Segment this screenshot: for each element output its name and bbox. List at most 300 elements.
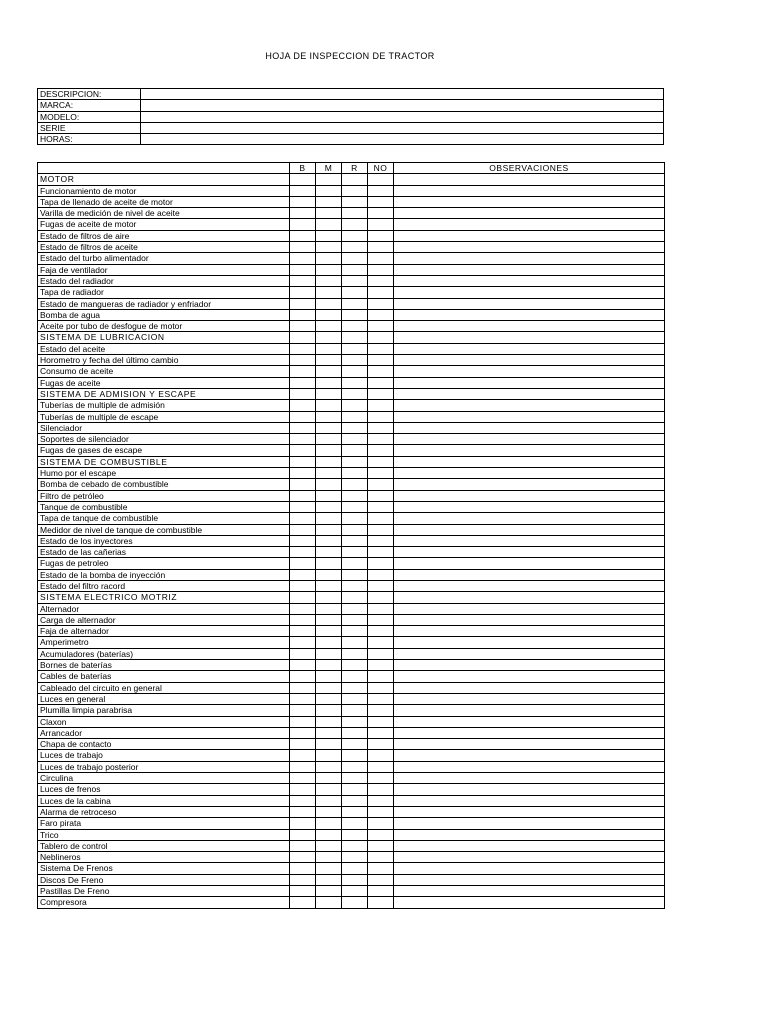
rating-cell-m[interactable] [316, 750, 342, 761]
rating-cell-r[interactable] [342, 761, 368, 772]
rating-cell-b[interactable] [290, 388, 316, 399]
rating-cell-r[interactable] [342, 208, 368, 219]
rating-cell-r[interactable] [342, 886, 368, 897]
observation-cell[interactable] [394, 739, 665, 750]
rating-cell-r[interactable] [342, 230, 368, 241]
rating-cell-no[interactable] [368, 377, 394, 388]
rating-cell-m[interactable] [316, 343, 342, 354]
rating-cell-r[interactable] [342, 185, 368, 196]
observation-cell[interactable] [394, 253, 665, 264]
info-value-field[interactable] [141, 89, 664, 100]
rating-cell-r[interactable] [342, 874, 368, 885]
observation-cell[interactable] [394, 818, 665, 829]
rating-cell-m[interactable] [316, 761, 342, 772]
rating-cell-r[interactable] [342, 535, 368, 546]
rating-cell-r[interactable] [342, 456, 368, 467]
rating-cell-m[interactable] [316, 253, 342, 264]
observation-cell[interactable] [394, 863, 665, 874]
rating-cell-r[interactable] [342, 716, 368, 727]
rating-cell-r[interactable] [342, 863, 368, 874]
rating-cell-r[interactable] [342, 388, 368, 399]
rating-cell-r[interactable] [342, 468, 368, 479]
info-value-field[interactable] [141, 122, 664, 133]
rating-cell-b[interactable] [290, 377, 316, 388]
rating-cell-r[interactable] [342, 501, 368, 512]
rating-cell-r[interactable] [342, 682, 368, 693]
rating-cell-no[interactable] [368, 287, 394, 298]
rating-cell-m[interactable] [316, 230, 342, 241]
observation-cell[interactable] [394, 682, 665, 693]
observation-cell[interactable] [394, 196, 665, 207]
rating-cell-b[interactable] [290, 242, 316, 253]
rating-cell-no[interactable] [368, 253, 394, 264]
rating-cell-b[interactable] [290, 897, 316, 908]
rating-cell-b[interactable] [290, 355, 316, 366]
rating-cell-b[interactable] [290, 784, 316, 795]
info-value-field[interactable] [141, 100, 664, 111]
rating-cell-m[interactable] [316, 287, 342, 298]
rating-cell-b[interactable] [290, 761, 316, 772]
rating-cell-r[interactable] [342, 795, 368, 806]
rating-cell-m[interactable] [316, 874, 342, 885]
rating-cell-no[interactable] [368, 242, 394, 253]
rating-cell-b[interactable] [290, 468, 316, 479]
rating-cell-no[interactable] [368, 603, 394, 614]
rating-cell-m[interactable] [316, 208, 342, 219]
observation-cell[interactable] [394, 829, 665, 840]
observation-cell[interactable] [394, 784, 665, 795]
observation-cell[interactable] [394, 275, 665, 286]
rating-cell-b[interactable] [290, 513, 316, 524]
rating-cell-no[interactable] [368, 513, 394, 524]
rating-cell-b[interactable] [290, 411, 316, 422]
info-value-field[interactable] [141, 111, 664, 122]
rating-cell-r[interactable] [342, 648, 368, 659]
rating-cell-no[interactable] [368, 343, 394, 354]
rating-cell-r[interactable] [342, 422, 368, 433]
rating-cell-m[interactable] [316, 456, 342, 467]
rating-cell-no[interactable] [368, 547, 394, 558]
rating-cell-m[interactable] [316, 321, 342, 332]
rating-cell-b[interactable] [290, 886, 316, 897]
rating-cell-r[interactable] [342, 626, 368, 637]
rating-cell-r[interactable] [342, 513, 368, 524]
rating-cell-b[interactable] [290, 400, 316, 411]
rating-cell-r[interactable] [342, 479, 368, 490]
observation-cell[interactable] [394, 750, 665, 761]
rating-cell-no[interactable] [368, 818, 394, 829]
observation-cell[interactable] [394, 400, 665, 411]
rating-cell-b[interactable] [290, 580, 316, 591]
rating-cell-b[interactable] [290, 524, 316, 535]
rating-cell-no[interactable] [368, 773, 394, 784]
rating-cell-no[interactable] [368, 388, 394, 399]
rating-cell-m[interactable] [316, 773, 342, 784]
rating-cell-b[interactable] [290, 219, 316, 230]
observation-cell[interactable] [394, 388, 665, 399]
rating-cell-m[interactable] [316, 614, 342, 625]
rating-cell-no[interactable] [368, 264, 394, 275]
rating-cell-m[interactable] [316, 829, 342, 840]
rating-cell-b[interactable] [290, 660, 316, 671]
rating-cell-b[interactable] [290, 535, 316, 546]
rating-cell-m[interactable] [316, 716, 342, 727]
rating-cell-m[interactable] [316, 309, 342, 320]
rating-cell-r[interactable] [342, 434, 368, 445]
rating-cell-r[interactable] [342, 219, 368, 230]
rating-cell-r[interactable] [342, 558, 368, 569]
rating-cell-b[interactable] [290, 196, 316, 207]
rating-cell-r[interactable] [342, 321, 368, 332]
rating-cell-b[interactable] [290, 501, 316, 512]
rating-cell-b[interactable] [290, 434, 316, 445]
rating-cell-no[interactable] [368, 795, 394, 806]
observation-cell[interactable] [394, 637, 665, 648]
rating-cell-no[interactable] [368, 230, 394, 241]
rating-cell-r[interactable] [342, 603, 368, 614]
rating-cell-b[interactable] [290, 479, 316, 490]
rating-cell-no[interactable] [368, 490, 394, 501]
rating-cell-r[interactable] [342, 343, 368, 354]
rating-cell-b[interactable] [290, 806, 316, 817]
rating-cell-r[interactable] [342, 806, 368, 817]
observation-cell[interactable] [394, 355, 665, 366]
observation-cell[interactable] [394, 558, 665, 569]
rating-cell-b[interactable] [290, 445, 316, 456]
rating-cell-r[interactable] [342, 818, 368, 829]
rating-cell-no[interactable] [368, 660, 394, 671]
observation-cell[interactable] [394, 852, 665, 863]
observation-cell[interactable] [394, 773, 665, 784]
rating-cell-m[interactable] [316, 242, 342, 253]
observation-cell[interactable] [394, 242, 665, 253]
rating-cell-m[interactable] [316, 569, 342, 580]
observation-cell[interactable] [394, 321, 665, 332]
observation-cell[interactable] [394, 580, 665, 591]
rating-cell-r[interactable] [342, 750, 368, 761]
rating-cell-m[interactable] [316, 434, 342, 445]
rating-cell-b[interactable] [290, 648, 316, 659]
rating-cell-r[interactable] [342, 784, 368, 795]
rating-cell-r[interactable] [342, 524, 368, 535]
rating-cell-b[interactable] [290, 366, 316, 377]
rating-cell-b[interactable] [290, 185, 316, 196]
rating-cell-r[interactable] [342, 829, 368, 840]
rating-cell-r[interactable] [342, 592, 368, 603]
observation-cell[interactable] [394, 524, 665, 535]
rating-cell-no[interactable] [368, 445, 394, 456]
observation-cell[interactable] [394, 874, 665, 885]
rating-cell-no[interactable] [368, 852, 394, 863]
rating-cell-m[interactable] [316, 535, 342, 546]
rating-cell-no[interactable] [368, 422, 394, 433]
rating-cell-b[interactable] [290, 490, 316, 501]
rating-cell-r[interactable] [342, 355, 368, 366]
rating-cell-r[interactable] [342, 727, 368, 738]
rating-cell-b[interactable] [290, 174, 316, 185]
rating-cell-b[interactable] [290, 321, 316, 332]
rating-cell-no[interactable] [368, 196, 394, 207]
rating-cell-no[interactable] [368, 434, 394, 445]
observation-cell[interactable] [394, 377, 665, 388]
rating-cell-b[interactable] [290, 829, 316, 840]
rating-cell-m[interactable] [316, 219, 342, 230]
rating-cell-m[interactable] [316, 479, 342, 490]
observation-cell[interactable] [394, 479, 665, 490]
rating-cell-r[interactable] [342, 705, 368, 716]
rating-cell-no[interactable] [368, 275, 394, 286]
observation-cell[interactable] [394, 806, 665, 817]
rating-cell-r[interactable] [342, 400, 368, 411]
rating-cell-m[interactable] [316, 388, 342, 399]
rating-cell-no[interactable] [368, 208, 394, 219]
rating-cell-m[interactable] [316, 592, 342, 603]
observation-cell[interactable] [394, 264, 665, 275]
rating-cell-b[interactable] [290, 298, 316, 309]
observation-cell[interactable] [394, 445, 665, 456]
rating-cell-no[interactable] [368, 535, 394, 546]
rating-cell-m[interactable] [316, 863, 342, 874]
rating-cell-m[interactable] [316, 275, 342, 286]
rating-cell-r[interactable] [342, 264, 368, 275]
rating-cell-r[interactable] [342, 298, 368, 309]
observation-cell[interactable] [394, 671, 665, 682]
rating-cell-b[interactable] [290, 287, 316, 298]
rating-cell-m[interactable] [316, 513, 342, 524]
rating-cell-r[interactable] [342, 332, 368, 343]
rating-cell-no[interactable] [368, 761, 394, 772]
observation-cell[interactable] [394, 761, 665, 772]
observation-cell[interactable] [394, 332, 665, 343]
observation-cell[interactable] [394, 343, 665, 354]
rating-cell-b[interactable] [290, 332, 316, 343]
rating-cell-b[interactable] [290, 671, 316, 682]
rating-cell-no[interactable] [368, 411, 394, 422]
rating-cell-b[interactable] [290, 558, 316, 569]
rating-cell-no[interactable] [368, 400, 394, 411]
rating-cell-m[interactable] [316, 501, 342, 512]
rating-cell-m[interactable] [316, 366, 342, 377]
rating-cell-no[interactable] [368, 580, 394, 591]
rating-cell-no[interactable] [368, 671, 394, 682]
rating-cell-m[interactable] [316, 377, 342, 388]
observation-cell[interactable] [394, 501, 665, 512]
rating-cell-no[interactable] [368, 569, 394, 580]
rating-cell-m[interactable] [316, 682, 342, 693]
rating-cell-m[interactable] [316, 671, 342, 682]
observation-cell[interactable] [394, 230, 665, 241]
rating-cell-no[interactable] [368, 355, 394, 366]
rating-cell-no[interactable] [368, 784, 394, 795]
rating-cell-r[interactable] [342, 445, 368, 456]
rating-cell-no[interactable] [368, 806, 394, 817]
rating-cell-r[interactable] [342, 366, 368, 377]
rating-cell-no[interactable] [368, 174, 394, 185]
rating-cell-m[interactable] [316, 637, 342, 648]
rating-cell-no[interactable] [368, 219, 394, 230]
info-value-field[interactable] [141, 134, 664, 145]
rating-cell-r[interactable] [342, 637, 368, 648]
observation-cell[interactable] [394, 208, 665, 219]
observation-cell[interactable] [394, 897, 665, 908]
observation-cell[interactable] [394, 535, 665, 546]
rating-cell-r[interactable] [342, 547, 368, 558]
rating-cell-m[interactable] [316, 705, 342, 716]
rating-cell-r[interactable] [342, 196, 368, 207]
observation-cell[interactable] [394, 309, 665, 320]
rating-cell-b[interactable] [290, 773, 316, 784]
rating-cell-b[interactable] [290, 716, 316, 727]
rating-cell-no[interactable] [368, 309, 394, 320]
rating-cell-m[interactable] [316, 818, 342, 829]
rating-cell-no[interactable] [368, 829, 394, 840]
rating-cell-no[interactable] [368, 524, 394, 535]
observation-cell[interactable] [394, 219, 665, 230]
rating-cell-b[interactable] [290, 253, 316, 264]
rating-cell-b[interactable] [290, 592, 316, 603]
rating-cell-m[interactable] [316, 897, 342, 908]
rating-cell-no[interactable] [368, 468, 394, 479]
rating-cell-b[interactable] [290, 874, 316, 885]
rating-cell-b[interactable] [290, 603, 316, 614]
rating-cell-m[interactable] [316, 468, 342, 479]
rating-cell-m[interactable] [316, 422, 342, 433]
rating-cell-m[interactable] [316, 400, 342, 411]
rating-cell-no[interactable] [368, 897, 394, 908]
observation-cell[interactable] [394, 468, 665, 479]
rating-cell-m[interactable] [316, 739, 342, 750]
rating-cell-m[interactable] [316, 580, 342, 591]
rating-cell-b[interactable] [290, 626, 316, 637]
observation-cell[interactable] [394, 185, 665, 196]
observation-cell[interactable] [394, 547, 665, 558]
observation-cell[interactable] [394, 569, 665, 580]
observation-cell[interactable] [394, 603, 665, 614]
rating-cell-b[interactable] [290, 840, 316, 851]
observation-cell[interactable] [394, 727, 665, 738]
rating-cell-m[interactable] [316, 332, 342, 343]
rating-cell-m[interactable] [316, 727, 342, 738]
rating-cell-no[interactable] [368, 332, 394, 343]
rating-cell-no[interactable] [368, 874, 394, 885]
rating-cell-r[interactable] [342, 614, 368, 625]
rating-cell-no[interactable] [368, 886, 394, 897]
rating-cell-m[interactable] [316, 558, 342, 569]
observation-cell[interactable] [394, 513, 665, 524]
rating-cell-m[interactable] [316, 445, 342, 456]
rating-cell-r[interactable] [342, 242, 368, 253]
observation-cell[interactable] [394, 660, 665, 671]
rating-cell-no[interactable] [368, 321, 394, 332]
rating-cell-no[interactable] [368, 366, 394, 377]
rating-cell-no[interactable] [368, 298, 394, 309]
rating-cell-r[interactable] [342, 840, 368, 851]
rating-cell-m[interactable] [316, 603, 342, 614]
rating-cell-m[interactable] [316, 784, 342, 795]
rating-cell-no[interactable] [368, 501, 394, 512]
rating-cell-m[interactable] [316, 355, 342, 366]
observation-cell[interactable] [394, 287, 665, 298]
rating-cell-no[interactable] [368, 727, 394, 738]
rating-cell-no[interactable] [368, 705, 394, 716]
rating-cell-no[interactable] [368, 693, 394, 704]
observation-cell[interactable] [394, 174, 665, 185]
rating-cell-m[interactable] [316, 840, 342, 851]
rating-cell-m[interactable] [316, 795, 342, 806]
observation-cell[interactable] [394, 693, 665, 704]
rating-cell-no[interactable] [368, 592, 394, 603]
rating-cell-b[interactable] [290, 456, 316, 467]
rating-cell-m[interactable] [316, 411, 342, 422]
observation-cell[interactable] [394, 411, 665, 422]
rating-cell-b[interactable] [290, 309, 316, 320]
observation-cell[interactable] [394, 716, 665, 727]
rating-cell-r[interactable] [342, 897, 368, 908]
rating-cell-r[interactable] [342, 411, 368, 422]
rating-cell-m[interactable] [316, 185, 342, 196]
rating-cell-r[interactable] [342, 275, 368, 286]
rating-cell-b[interactable] [290, 693, 316, 704]
rating-cell-no[interactable] [368, 626, 394, 637]
rating-cell-r[interactable] [342, 693, 368, 704]
rating-cell-r[interactable] [342, 377, 368, 388]
rating-cell-b[interactable] [290, 795, 316, 806]
observation-cell[interactable] [394, 648, 665, 659]
rating-cell-m[interactable] [316, 886, 342, 897]
rating-cell-no[interactable] [368, 648, 394, 659]
rating-cell-b[interactable] [290, 614, 316, 625]
rating-cell-m[interactable] [316, 626, 342, 637]
rating-cell-r[interactable] [342, 253, 368, 264]
rating-cell-no[interactable] [368, 682, 394, 693]
rating-cell-no[interactable] [368, 750, 394, 761]
observation-cell[interactable] [394, 886, 665, 897]
rating-cell-b[interactable] [290, 852, 316, 863]
rating-cell-m[interactable] [316, 174, 342, 185]
rating-cell-r[interactable] [342, 852, 368, 863]
rating-cell-no[interactable] [368, 716, 394, 727]
rating-cell-b[interactable] [290, 569, 316, 580]
rating-cell-m[interactable] [316, 693, 342, 704]
rating-cell-b[interactable] [290, 818, 316, 829]
rating-cell-b[interactable] [290, 275, 316, 286]
rating-cell-r[interactable] [342, 580, 368, 591]
observation-cell[interactable] [394, 422, 665, 433]
observation-cell[interactable] [394, 705, 665, 716]
rating-cell-no[interactable] [368, 558, 394, 569]
rating-cell-b[interactable] [290, 208, 316, 219]
observation-cell[interactable] [394, 298, 665, 309]
rating-cell-b[interactable] [290, 739, 316, 750]
rating-cell-r[interactable] [342, 309, 368, 320]
observation-cell[interactable] [394, 456, 665, 467]
rating-cell-b[interactable] [290, 682, 316, 693]
rating-cell-r[interactable] [342, 660, 368, 671]
rating-cell-b[interactable] [290, 863, 316, 874]
rating-cell-no[interactable] [368, 739, 394, 750]
rating-cell-r[interactable] [342, 490, 368, 501]
rating-cell-no[interactable] [368, 185, 394, 196]
rating-cell-m[interactable] [316, 547, 342, 558]
rating-cell-m[interactable] [316, 490, 342, 501]
rating-cell-m[interactable] [316, 196, 342, 207]
rating-cell-m[interactable] [316, 648, 342, 659]
rating-cell-r[interactable] [342, 287, 368, 298]
rating-cell-b[interactable] [290, 705, 316, 716]
rating-cell-m[interactable] [316, 524, 342, 535]
rating-cell-no[interactable] [368, 614, 394, 625]
rating-cell-b[interactable] [290, 230, 316, 241]
